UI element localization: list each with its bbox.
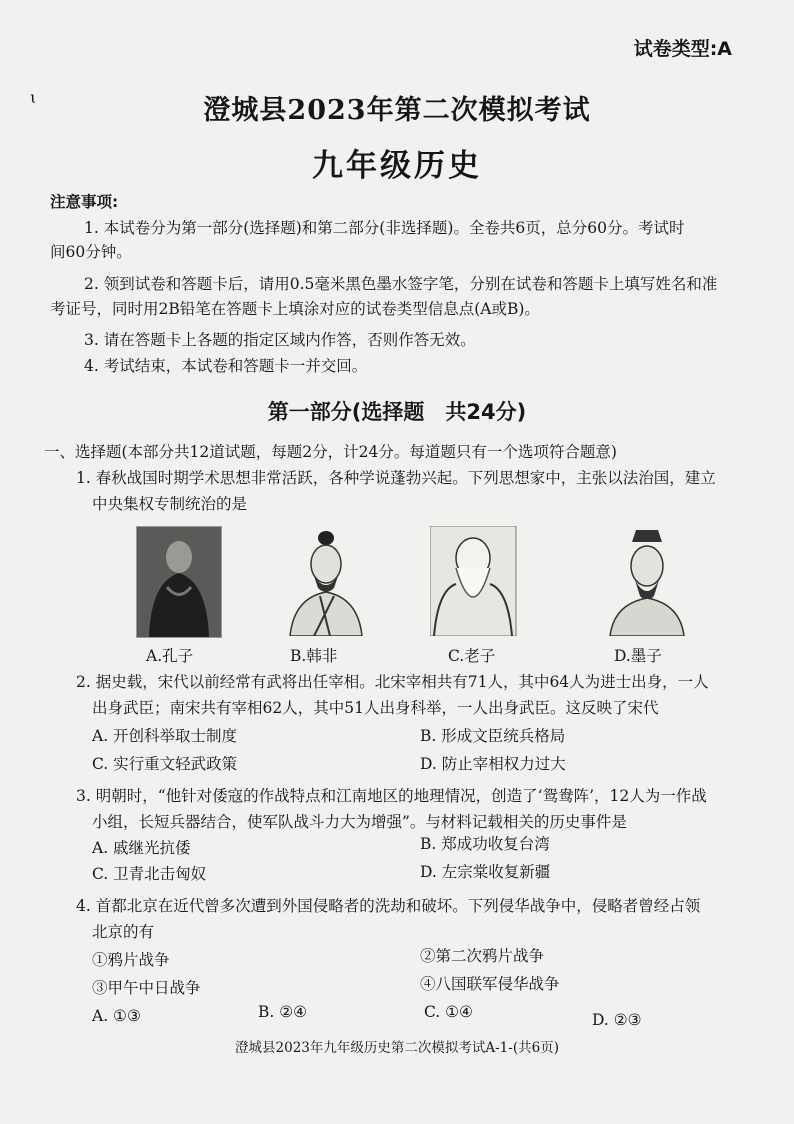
exam-subtitle: 九年级历史: [312, 148, 482, 184]
page-footer: 澄城县2023年九年级历史第二次模拟考试A-1-(共6页): [235, 1040, 559, 1056]
paper-type-label: 试卷类型:A: [633, 38, 732, 60]
q4-option-b: B. ②④: [258, 1003, 308, 1021]
q2-option-c: C. 实行重文轻武政策: [92, 755, 238, 773]
q4-item-4: ④八国联军侵华战争: [420, 975, 560, 993]
q3-stem-line2: 小组，长短兵器结合，使军队战斗力大为增强”。与材料记载相关的历史事件是: [92, 813, 627, 831]
q3-option-c: C. 卫青北击匈奴: [92, 865, 207, 883]
notice-line-1b: 间60分钟。: [50, 243, 132, 261]
q2-option-a: A. 开创科举取士制度: [92, 727, 238, 745]
q3-option-a: A. 戚继光抗倭: [92, 839, 191, 857]
q4-item-3: ③甲午中日战争: [92, 979, 201, 997]
q2-stem-line1: 2. 据史载，宋代以前经常有武将出任宰相。北宋宰相共有71人，其中64人为进士出身，一人: [76, 673, 709, 691]
q1-option-d: D.墨子: [614, 647, 662, 665]
q2-stem-line2: 出身武臣；南宋共有宰相62人，其中51人出身科举，一人出身武臣。这反映了宋代: [92, 699, 659, 717]
portrait-kongzi: [136, 526, 222, 638]
section-heading: 第一部分(选择题 共24分): [267, 400, 527, 424]
notice-line-2: 2. 领到试卷和答题卡后，请用0.5毫米黑色墨水签字笔，分别在试卷和答题卡上填写姓名和准: [84, 275, 718, 293]
q4-option-c: C. ①④: [424, 1003, 473, 1021]
margin-mark: ɩ: [30, 88, 37, 107]
q1-stem-line2: 中央集权专制统治的是: [92, 495, 248, 513]
q1-stem-line1: 1. 春秋战国时期学术思想非常活跃，各种学说蓬勃兴起。下列思想家中，主张以法治国，建立: [76, 469, 716, 487]
notice-line-4: 4. 考试结束，本试卷和答题卡一并交回。: [84, 357, 368, 375]
q2-option-b: B. 形成文臣统兵格局: [420, 727, 566, 745]
q4-stem-line2: 北京的有: [92, 923, 155, 941]
q1-option-a: A.孔子: [146, 647, 194, 665]
q4-option-d: D. ②③: [592, 1011, 642, 1029]
portrait-hanfei: [284, 526, 368, 636]
q1-option-b: B.韩非: [290, 647, 338, 665]
q4-item-2: ②第二次鸦片战争: [420, 947, 545, 965]
notice-line-1: 1. 本试卷分为第一部分(选择题)和第二部分(非选择题)。全卷共6页，总分60分。考试时: [84, 219, 685, 237]
q4-option-a: A. ①③: [92, 1007, 141, 1025]
q2-option-d: D. 防止宰相权力过大: [420, 755, 566, 773]
q4-stem-line1: 4. 首都北京在近代曾多次遭到外国侵略者的洗劫和破坏。下列侵华战争中，侵略者曾经占领: [76, 897, 701, 915]
notice-line-2b: 考证号，同时用2B铅笔在答题卡上填涂对应的试卷类型信息点(A或B)。: [50, 300, 540, 318]
q3-option-b: B. 郑成功收复台湾: [420, 835, 550, 853]
q3-stem-line1: 3. 明朝时，“他针对倭寇的作战特点和江南地区的地理情况，创造了‘鸳鸯阵’，12人为一作战: [76, 787, 707, 805]
notice-heading: 注意事项:: [50, 193, 119, 211]
portrait-laozi: [430, 526, 686, 636]
exam-title: 澄城县2023年第二次模拟考试: [203, 95, 591, 126]
q1-option-c: C.老子: [448, 647, 496, 665]
choice-instructions: 一、选择题(本部分共12道试题，每题2分，计24分。每道题只有一个选项符合题意): [44, 443, 617, 461]
notice-line-3: 3. 请在答题卡上各题的指定区域内作答，否则作答无效。: [84, 331, 476, 349]
q3-option-d: D. 左宗棠收复新疆: [420, 863, 551, 881]
q4-item-1: ①鸦片战争: [92, 951, 170, 969]
